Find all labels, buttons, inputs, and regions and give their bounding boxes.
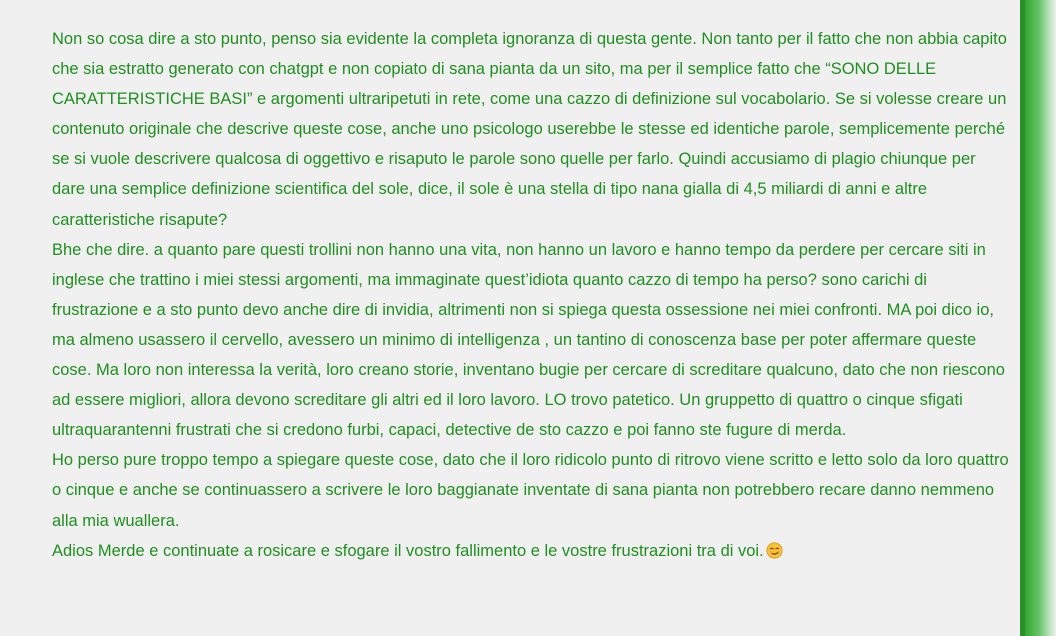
smirking-face-icon	[766, 542, 783, 559]
decorative-side-bar	[1020, 0, 1056, 636]
paragraph-2: Bhe che dire. a quanto pare questi trollini non hanno una vita, non hanno un lavoro e hanno tempo da perdere per cercare siti in inglese che trattino i miei stessi argomenti, ma immaginate quest’idiota quanto cazzo di tempo ha perso? sono carichi di frustrazione e a sto punto devo anche dire di invidia, altrimenti non si spiega questa ossessione nei miei confronti. MA poi dico io, ma almeno usassero il cervello, avessero un minimo di intelligenza , un tantino di conoscenza base per poter affermare queste cose. Ma loro non interessa la verità, loro creano storie, inventano bugie per cercare di screditare qualcuno, dato che non riescono ad essere migliori, allora devono screditare gli altri ed il loro lavoro. LO trovo patetico. Un gruppetto di quattro o cinque sfigati ultraquarantenni frustrati che si credono furbi, capaci, detective de sto cazzo e poi fanno ste fugure di merda.	[52, 240, 1005, 440]
side-bar-edge	[1020, 0, 1025, 636]
paragraph-4	[52, 536, 1010, 566]
closing-line: Adios Merde e continuate a rosicare e sfogare il vostro fallimento e le vostre frustrazioni tra di voi.	[52, 541, 764, 560]
paragraph-3: Ho perso pure troppo tempo a spiegare queste cose, dato che il loro ridicolo punto di ritrovo viene scritto e letto solo da loro quattro o cinque e anche se continuassero a scrivere le loro baggianate inventate di sana pianta non potrebbero recare danno nemmeno alla mia wuallera.	[52, 451, 1009, 530]
paragraph-1: Non so cosa dire a sto punto, penso sia evidente la completa ignoranza di questa gente. Non tanto per il fatto che non abbia capito che sia estratto generato con chatgpt e non copiato di sana pianta da un sito, ma per il semplice fatto che “SONO DELLE CARATTERISTICHE BASI” e argomenti ultraripetuti in rete, come una cazzo di definizione sul vocabolario. Se si volesse creare un contenuto originale che descrive queste cose, anche uno psicologo userebbe le stesse ed identiche parole, semplicemente perché se si vuole descrivere qualcosa di oggettivo e risaputo le parole sono quelle per farlo. Quindi accusiamo di plagio chiunque per dare una semplice definizione scientifica del sole, dice, il sole è una stella di tipo nana gialla di 4,5 miliardi di anni e altre caratteristiche risapute?	[52, 30, 1007, 229]
article-body	[52, 24, 1010, 566]
